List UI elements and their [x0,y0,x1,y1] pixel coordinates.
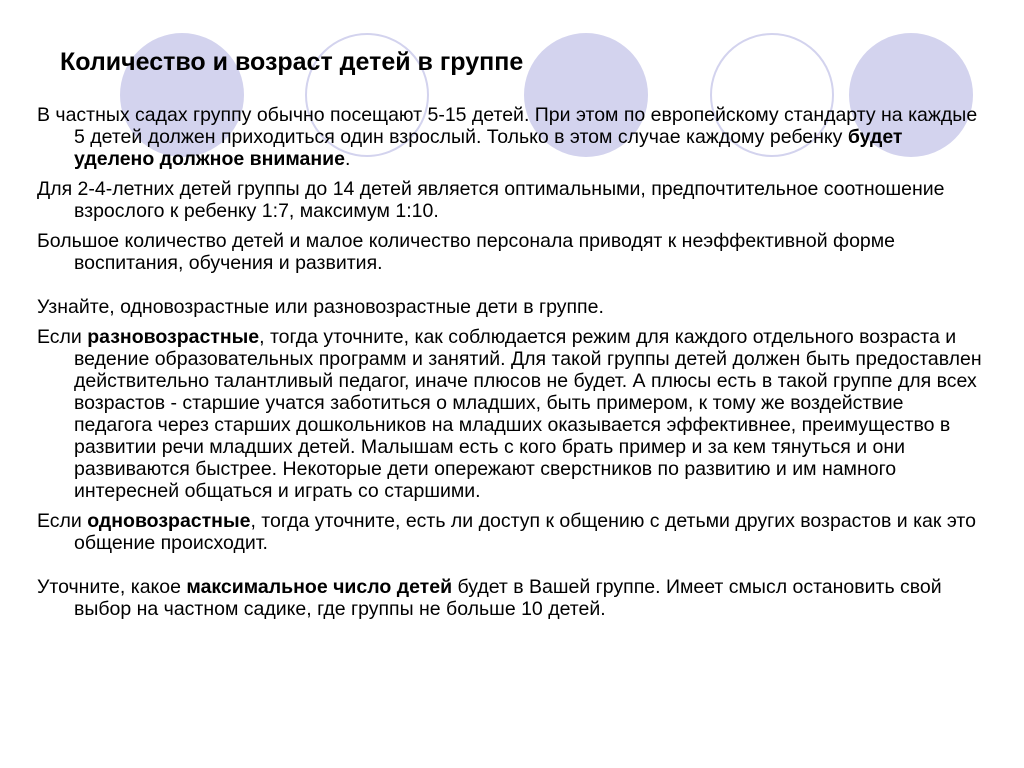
paragraph-text: , тогда уточните, как соблюдается режим для каждого отдельного возраста и ведение образовательных программ и занятий. Для такой группы детей должен быть предоставлен действительно талантливый педагог, иначе плюсов не будет. А плюсы есть в такой группе для всех возрастов - старшие учатся заботиться о младших, быть примером, к тому же воздействие педагога через старших дошкольников на младших оказывается эффективнее, преимущество в развитии речи младших детей. Малышам есть с кого брать пример и за кем тянуться и они развиваются быстрее. Некоторые дети опережают сверстников по развитию и им намного интересней общаться и играть со старшими. [74,326,982,502]
paragraph-bold-text: одновозрастные [87,510,251,532]
paragraph-text: Большое количество детей и малое количество персонала приводят к неэффективной форме воспитания, обучения и развития. [37,230,896,274]
paragraph-text: Уточните, какое [37,576,187,598]
paragraph-bold-text: будет уделено должное внимание [74,126,903,170]
paragraph-bold-text: разновозрастные [87,326,260,348]
paragraph-text: Узнайте, одновозрастные или разновозрастные дети в группе. [37,296,604,318]
paragraph-text: Если [37,510,88,532]
paragraph-text: Для 2-4-летних детей группы до 14 детей является оптимальными, предпочтительное соотношение взрослого к ребенку 1:7, максимум 1:10. [37,178,945,222]
paragraph-text: , тогда уточните, есть ли доступ к общению с детьми других возрастов и как это общение происходит. [74,510,976,554]
paragraph-max-children [37,576,987,620]
paragraph-text: Если [37,326,88,348]
slide-title: Количество и возраст детей в группе [60,48,524,76]
paragraph-mixed-age [37,326,987,502]
paragraph-text: . [345,148,351,170]
paragraph-text: будет в Вашей группе. Имеет смысл остановить свой выбор на частном садике, где группы не больше 10 детей. [74,576,942,620]
paragraph-staff-ratio [37,230,987,274]
paragraph-age-2-4 [37,178,987,222]
paragraph-group-size [37,104,987,170]
paragraph-bold-text: максимальное число детей [186,576,453,598]
slide-body [37,104,987,628]
paragraph-text: В частных садах группу обычно посещают 5-15 детей. При этом по европейскому стандарту на каждые 5 детей должен приходиться один взрослый. Только в этом случае каждому ребенку [37,104,978,148]
paragraph-same-age [37,510,987,554]
paragraph-find-out [37,296,987,318]
